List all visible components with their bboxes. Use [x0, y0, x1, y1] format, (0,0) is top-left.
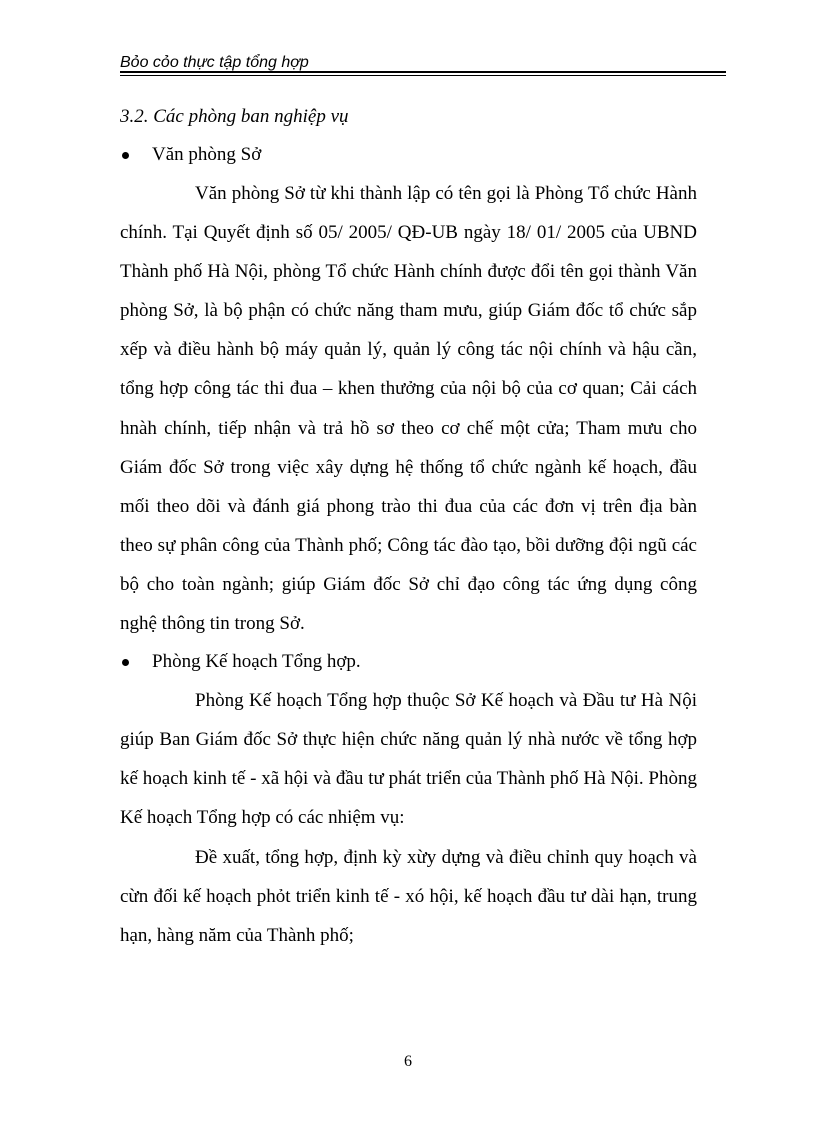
bullet-item-ke-hoach	[120, 643, 697, 681]
paragraph-ke-hoach: Phòng Kế hoạch Tổng hợp thuộc Sở Kế hoạch và Đầu tư Hà Nội giúp Ban Giám đốc Sở thực hiện chức năng quản lý nhà nước về tổng hợp kế hoạch kinh tế - xã hội và đầu tư phát triển của Thành phố Hà Nội. Phòng Kế hoạch Tổng hợp có các nhiệm vụ:	[120, 690, 697, 829]
paragraph-nhiem-vu: Đề xuất, tổng hợp, định kỳ xừy dựng và điều chỉnh quy hoạch và cừn đối kế hoạch phỏt triển kinh tế - xó hội, kế hoạch đầu tư dài hạn, trung hạn, hàng năm của Thành phố;	[120, 846, 697, 946]
bullet-item-van-phong	[120, 136, 697, 174]
bullet-icon	[122, 659, 129, 666]
header-rule	[120, 71, 726, 73]
header-title: Bỏo cỏo thực tập tổng hợp	[120, 54, 309, 71]
page-header	[120, 50, 726, 78]
paragraph-van-phong: Văn phòng Sở từ khi thành lập có tên gọi là Phòng Tổ chức Hành chính. Tại Quyết định số 05/ 2005/ QĐ-UB ngày 18/ 01/ 2005 của UBND Thành phố Hà Nội, phòng Tổ chức Hành chính được đổi tên gọi thành Văn phòng Sở, là bộ phận có chức năng tham mưu, giúp Giám đốc tổ chức sắp xếp và điều hành bộ máy quản lý, quản lý công tác nội chính và hậu cần, tổng hợp công tác thi đua – khen thưởng của nội bộ của cơ quan; Cải cách hnàh chính, tiếp nhận và trả hồ sơ theo cơ chế một cửa; Tham mưu cho Giám đốc Sở trong việc xây dựng hệ thống tổ chức ngành kế hoạch, đầu mối theo dõi và đánh giá phong trào thi đua của các đơn vị trên địa bàn theo sự phân công của Thành phố; Công tác đào tạo, bồi dưỡng đội ngũ các bộ cho toàn ngành; giúp Giám đốc Sở chỉ đạo công tác ứng dụng công nghệ thông tin trong Sở.	[120, 183, 697, 635]
document-body	[120, 98, 697, 955]
bullet-icon	[122, 152, 129, 159]
bullet-label: Phòng Kế hoạch Tổng hợp.	[152, 651, 361, 673]
section-title: 3.2. Các phòng ban nghiệp vụ	[120, 106, 349, 127]
bullet-label: Văn phòng Sở	[152, 144, 262, 165]
page-number: 6	[404, 1053, 412, 1070]
header-rule-thin	[120, 75, 726, 76]
